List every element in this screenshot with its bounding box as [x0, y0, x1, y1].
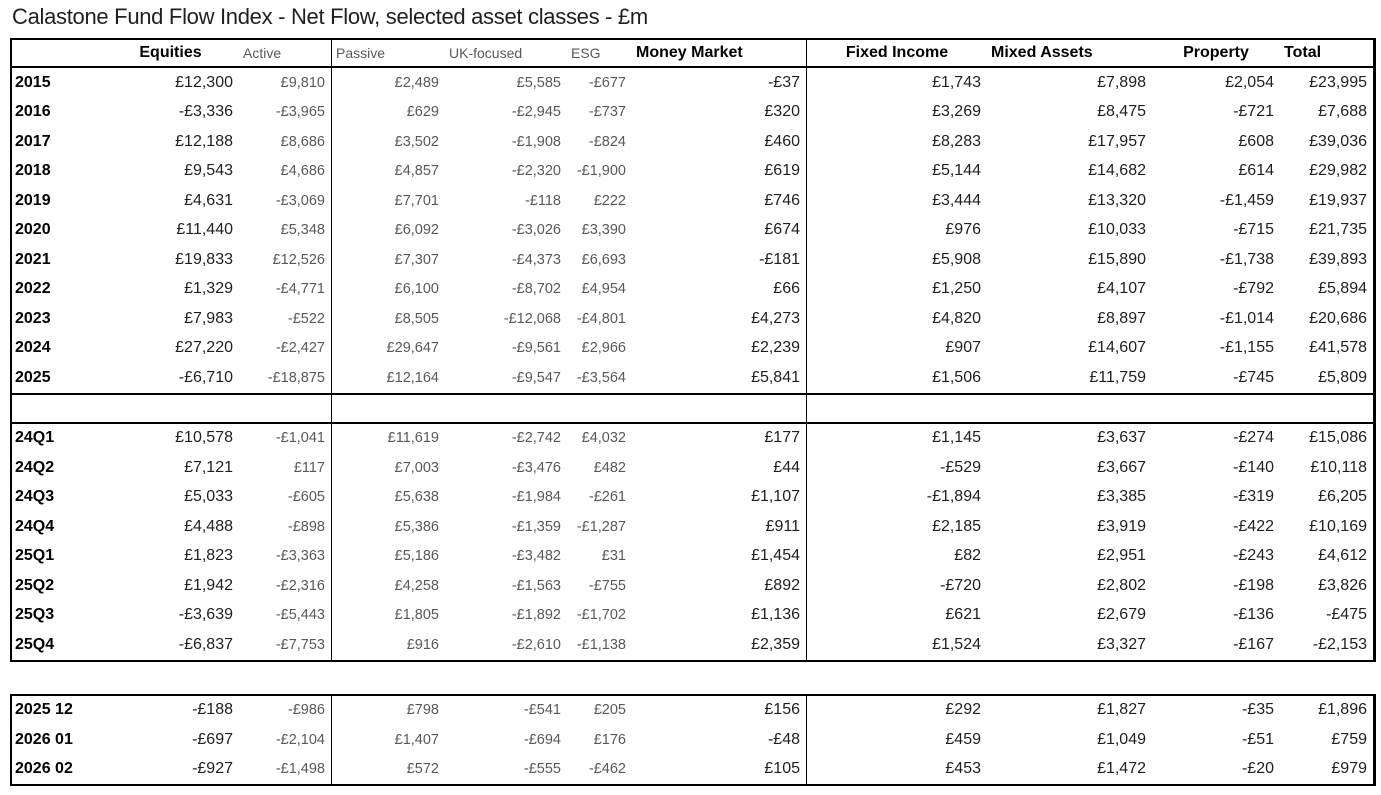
- cell-mixed-assets-25q1: £2,951: [1097, 547, 1146, 565]
- cell-property-2026-02: -£20: [1241, 760, 1274, 778]
- cell-money-market-2024: £2,239: [632, 334, 807, 364]
- cell-equities-2018: £9,543: [184, 162, 233, 180]
- cell-equities-25q2: £1,942: [184, 576, 233, 594]
- cell-passive-2025: £12,164: [386, 369, 439, 386]
- cell-equities-2024: £27,220: [175, 339, 233, 357]
- cell-fixed-income-2017: £8,283: [932, 132, 981, 150]
- cell-passive-2021: £7,307: [394, 251, 439, 268]
- spacer-cell: [632, 395, 807, 422]
- cell-active-24q2: £117: [239, 453, 332, 483]
- cell-uk-focused-2017: -£1,908: [511, 133, 561, 150]
- cell-passive-2017: £3,502: [394, 133, 439, 150]
- cell-total-24q2: £10,118: [1280, 453, 1374, 483]
- row-label-24q1: 24Q1: [15, 429, 55, 447]
- cell-esg-2026-01: £176: [593, 731, 626, 748]
- cell-active-2026-01: -£2,104: [239, 725, 332, 755]
- cell-esg-2023: -£4,801: [576, 310, 626, 327]
- row-label-2015: 2015: [15, 73, 51, 91]
- cell-total-2018: £29,982: [1280, 157, 1374, 187]
- cell-fixed-income-2025-12: £292: [945, 701, 981, 719]
- cell-passive-2026-01: £1,407: [394, 731, 439, 748]
- cell-equities-2025: -£6,710: [178, 368, 233, 386]
- row-label-2025: 2025: [15, 368, 51, 386]
- column-header-fixed-income: Fixed Income: [845, 44, 949, 61]
- cell-esg-2025-12: £205: [593, 702, 626, 719]
- row-label-2020: 2020: [15, 221, 51, 239]
- cell-esg-24q2: £482: [593, 459, 626, 476]
- row-label-25q3: 25Q3: [15, 606, 55, 624]
- cell-uk-focused-2020: -£3,026: [511, 222, 561, 239]
- cell-uk-focused-25q1: -£3,482: [511, 548, 561, 565]
- cell-property-24q1: -£274: [1233, 429, 1274, 447]
- cell-total-2019: £19,937: [1280, 186, 1374, 216]
- cell-property-25q3: -£136: [1233, 606, 1274, 624]
- table-row-2026-01: [12, 725, 1374, 755]
- cell-uk-focused-25q3: -£1,892: [511, 607, 561, 624]
- table-row-2025: [12, 363, 1374, 393]
- cell-passive-2016: £629: [406, 104, 439, 121]
- cell-property-2017: £608: [1238, 132, 1274, 150]
- row-label-2023: 2023: [15, 309, 51, 327]
- cell-fixed-income-2016: £3,269: [932, 103, 981, 121]
- cell-fixed-income-2026-02: £453: [945, 760, 981, 778]
- column-header-passive: Passive: [336, 45, 386, 61]
- table-row-2016: [12, 98, 1374, 128]
- cell-money-market-2025-12: £156: [632, 696, 807, 726]
- cell-passive-2019: £7,701: [394, 192, 439, 209]
- row-label-25q1: 25Q1: [15, 547, 55, 565]
- cell-esg-2021: £6,693: [581, 251, 626, 268]
- table-row-2023: [12, 304, 1374, 334]
- cell-esg-24q1: £4,032: [581, 430, 626, 447]
- table-row-24q4: [12, 512, 1374, 542]
- cell-active-2025-12: -£986: [239, 696, 332, 726]
- cell-passive-24q4: £5,386: [394, 518, 439, 535]
- cell-total-24q4: £10,169: [1280, 512, 1374, 542]
- cell-money-market-25q1: £1,454: [632, 542, 807, 572]
- spacer-cell: [239, 395, 332, 422]
- column-header-esg: ESG: [571, 45, 601, 61]
- cell-mixed-assets-24q3: £3,385: [1097, 488, 1146, 506]
- cell-active-2026-02: -£1,498: [239, 755, 332, 785]
- cell-mixed-assets-25q3: £2,679: [1097, 606, 1146, 624]
- spacer-row: [12, 395, 1374, 424]
- cell-money-market-2019: £746: [632, 186, 807, 216]
- cell-fixed-income-24q1: £1,145: [932, 429, 981, 447]
- cell-mixed-assets-2020: £10,033: [1088, 221, 1146, 239]
- column-header-property: Property: [1183, 44, 1249, 61]
- row-label-24q4: 24Q4: [15, 517, 55, 535]
- cell-money-market-24q3: £1,107: [632, 483, 807, 513]
- cell-active-2025: -£18,875: [239, 363, 332, 393]
- cell-uk-focused-24q2: -£3,476: [511, 459, 561, 476]
- table-row-2025-12: [12, 696, 1374, 726]
- cell-property-2025-12: -£35: [1241, 701, 1274, 719]
- cell-mixed-assets-2019: £13,320: [1088, 191, 1146, 209]
- cell-fixed-income-2022: £1,250: [932, 280, 981, 298]
- cell-esg-2020: £3,390: [581, 222, 626, 239]
- row-label-2019: 2019: [15, 191, 51, 209]
- cell-passive-2015: £2,489: [394, 74, 439, 91]
- cell-property-24q2: -£140: [1233, 458, 1274, 476]
- cell-property-2019: -£1,459: [1219, 191, 1274, 209]
- cell-total-2021: £39,893: [1280, 245, 1374, 275]
- cell-active-2019: -£3,069: [239, 186, 332, 216]
- cell-uk-focused-2019: -£118: [524, 192, 561, 209]
- cell-uk-focused-2024: -£9,561: [511, 340, 561, 357]
- cell-fixed-income-24q3: -£1,894: [926, 488, 981, 506]
- cell-fixed-income-2021: £5,908: [932, 250, 981, 268]
- cell-equities-2023: £7,983: [184, 309, 233, 327]
- cell-property-25q4: -£167: [1233, 635, 1274, 653]
- cell-fixed-income-2019: £3,444: [932, 191, 981, 209]
- cell-active-25q1: -£3,363: [239, 542, 332, 572]
- cell-esg-24q4: -£1,287: [576, 518, 626, 535]
- table-row-2026-02: [12, 755, 1374, 785]
- cell-mixed-assets-2015: £7,898: [1097, 73, 1146, 91]
- cell-esg-2017: -£824: [588, 133, 626, 150]
- cell-equities-2022: £1,329: [184, 280, 233, 298]
- cell-total-2024: £41,578: [1280, 334, 1374, 364]
- cell-property-2023: -£1,014: [1219, 309, 1274, 327]
- cell-equities-24q3: £5,033: [184, 488, 233, 506]
- cell-mixed-assets-2024: £14,607: [1088, 339, 1146, 357]
- column-header-money-market: Money Market: [632, 40, 807, 66]
- cell-total-2023: £20,686: [1280, 304, 1374, 334]
- table-row-2020: [12, 216, 1374, 246]
- cell-active-2024: -£2,427: [239, 334, 332, 364]
- cell-uk-focused-2025: -£9,547: [511, 369, 561, 386]
- cell-mixed-assets-2025: £11,759: [1089, 368, 1146, 386]
- cell-uk-focused-24q1: -£2,742: [511, 430, 561, 447]
- column-header-mixed-assets: Mixed Assets: [991, 44, 1093, 61]
- cell-property-2024: -£1,155: [1219, 339, 1274, 357]
- table-header-row: [12, 40, 1374, 68]
- cell-esg-2015: -£677: [588, 74, 626, 91]
- cell-passive-24q1: £11,619: [387, 430, 439, 447]
- cell-mixed-assets-24q2: £3,667: [1097, 458, 1146, 476]
- cell-total-2026-01: £759: [1280, 725, 1374, 755]
- cell-mixed-assets-2022: £4,107: [1097, 280, 1146, 298]
- cell-money-market-2023: £4,273: [632, 304, 807, 334]
- table-row-25q3: [12, 601, 1374, 631]
- spacer-cell: [1280, 395, 1374, 422]
- cell-fixed-income-24q4: £2,185: [932, 517, 981, 535]
- cell-equities-2021: £19,833: [175, 250, 233, 268]
- row-label-2022: 2022: [15, 280, 51, 298]
- cell-fixed-income-2026-01: £459: [945, 730, 981, 748]
- cell-money-market-2026-02: £105: [632, 755, 807, 785]
- cell-active-25q3: -£5,443: [239, 601, 332, 631]
- cell-fixed-income-2025: £1,506: [932, 368, 981, 386]
- cell-equities-2015: £12,300: [175, 73, 233, 91]
- table-row-24q2: [12, 453, 1374, 483]
- cell-esg-2018: -£1,900: [576, 163, 626, 180]
- cell-total-2022: £5,894: [1280, 275, 1374, 305]
- cell-esg-24q3: -£261: [588, 489, 626, 506]
- cell-uk-focused-2022: -£8,702: [511, 281, 561, 298]
- table-row-2015: [12, 68, 1374, 98]
- cell-fixed-income-25q2: -£720: [940, 576, 981, 594]
- table-row-25q2: [12, 571, 1374, 601]
- cell-passive-24q3: £5,638: [394, 489, 439, 506]
- row-label-2026-01: 2026 01: [15, 730, 73, 748]
- cell-total-2017: £39,036: [1280, 127, 1374, 157]
- cell-passive-2022: £6,100: [394, 281, 439, 298]
- cell-money-market-2018: £619: [632, 157, 807, 187]
- cell-mixed-assets-25q2: £2,802: [1097, 576, 1146, 594]
- cell-esg-2019: £222: [593, 192, 626, 209]
- cell-equities-25q3: -£3,639: [178, 606, 233, 624]
- spacer-cell: [445, 395, 567, 422]
- cell-passive-25q4: £916: [406, 636, 439, 653]
- cell-money-market-24q1: £177: [632, 424, 807, 454]
- cell-esg-25q4: -£1,138: [576, 636, 626, 653]
- table-row-2021: [12, 245, 1374, 275]
- cell-passive-25q1: £5,186: [394, 548, 439, 565]
- cell-active-2021: £12,526: [239, 245, 332, 275]
- cell-fixed-income-24q2: -£529: [940, 458, 981, 476]
- cell-property-2016: -£721: [1233, 103, 1274, 121]
- cell-equities-24q4: £4,488: [184, 517, 233, 535]
- cell-uk-focused-2015: £5,585: [516, 74, 561, 91]
- cell-fixed-income-2015: £1,743: [932, 73, 981, 91]
- row-label-2025-12: 2025 12: [15, 701, 73, 719]
- cell-total-24q1: £15,086: [1280, 424, 1374, 454]
- cell-fixed-income-2023: £4,820: [932, 309, 981, 327]
- cell-money-market-2025: £5,841: [632, 363, 807, 393]
- annual-section: [12, 68, 1374, 395]
- cell-total-2015: £23,995: [1280, 68, 1374, 98]
- cell-equities-24q2: £7,121: [184, 458, 233, 476]
- spacer-cell: [332, 395, 445, 422]
- cell-active-2018: £4,686: [239, 157, 332, 187]
- cell-uk-focused-24q3: -£1,984: [511, 489, 561, 506]
- quarterly-section: [12, 424, 1374, 660]
- table-row-2018: [12, 157, 1374, 187]
- table-row-2017: [12, 127, 1374, 157]
- cell-uk-focused-2025-12: -£541: [523, 702, 561, 719]
- cell-total-2026-02: £979: [1280, 755, 1374, 785]
- cell-money-market-2020: £674: [632, 216, 807, 246]
- cell-money-market-2026-01: -£48: [632, 725, 807, 755]
- cell-total-2025: £5,809: [1280, 363, 1374, 393]
- column-header-total: Total: [1280, 40, 1374, 66]
- cell-esg-25q3: -£1,702: [576, 607, 626, 624]
- cell-uk-focused-2018: -£2,320: [511, 163, 561, 180]
- table-row-24q1: [12, 424, 1374, 454]
- cell-passive-2023: £8,505: [394, 310, 439, 327]
- row-label-25q4: 25Q4: [15, 635, 55, 653]
- cell-mixed-assets-24q1: £3,637: [1097, 429, 1146, 447]
- row-label-2016: 2016: [15, 103, 51, 121]
- cell-fixed-income-25q4: £1,524: [932, 635, 981, 653]
- cell-total-25q3: -£475: [1280, 601, 1374, 631]
- cell-esg-25q2: -£755: [588, 577, 626, 594]
- page-title: Calastone Fund Flow Index - Net Flow, selected asset classes - £m: [12, 4, 648, 29]
- cell-total-2020: £21,735: [1280, 216, 1374, 246]
- cell-equities-2020: £11,440: [176, 221, 233, 239]
- cell-property-24q3: -£319: [1233, 488, 1274, 506]
- cell-active-24q3: -£605: [239, 483, 332, 513]
- cell-active-25q4: -£7,753: [239, 630, 332, 660]
- cell-fixed-income-2020: £976: [945, 221, 981, 239]
- cell-property-24q4: -£422: [1233, 517, 1274, 535]
- table-row-2022: [12, 275, 1374, 305]
- cell-uk-focused-2023: -£12,068: [503, 310, 561, 327]
- table-gap: [10, 662, 1376, 694]
- cell-mixed-assets-2025-12: £1,827: [1097, 701, 1146, 719]
- cell-active-2015: £9,810: [239, 68, 332, 98]
- cell-mixed-assets-2018: £14,682: [1088, 162, 1146, 180]
- cell-money-market-2022: £66: [632, 275, 807, 305]
- cell-active-2022: -£4,771: [239, 275, 332, 305]
- spacer-cell: [102, 395, 239, 422]
- cell-active-2023: -£522: [239, 304, 332, 334]
- cell-uk-focused-2026-01: -£694: [523, 731, 561, 748]
- row-label-24q2: 24Q2: [15, 458, 55, 476]
- cell-passive-2024: £29,647: [386, 340, 439, 357]
- cell-passive-24q2: £7,003: [394, 459, 439, 476]
- cell-total-25q2: £3,826: [1280, 571, 1374, 601]
- spacer-cell: [12, 395, 102, 422]
- main-table-block: [10, 38, 1376, 662]
- row-label-25q2: 25Q2: [15, 576, 55, 594]
- cell-passive-2020: £6,092: [394, 222, 439, 239]
- cell-esg-2016: -£737: [588, 104, 626, 121]
- table-row-2019: [12, 186, 1374, 216]
- row-label-2026-02: 2026 02: [15, 760, 73, 778]
- cell-active-2016: -£3,965: [239, 98, 332, 128]
- cell-property-2020: -£715: [1233, 221, 1274, 239]
- cell-esg-2024: £2,966: [581, 340, 626, 357]
- cell-active-2017: £8,686: [239, 127, 332, 157]
- spacer-cell: [807, 395, 987, 422]
- cell-property-2015: £2,054: [1225, 73, 1274, 91]
- cell-total-24q3: £6,205: [1280, 483, 1374, 513]
- cell-esg-2022: £4,954: [581, 281, 626, 298]
- cell-money-market-24q4: £911: [632, 512, 807, 542]
- cell-passive-25q3: £1,805: [394, 607, 439, 624]
- cell-passive-2025-12: £798: [406, 702, 439, 719]
- row-label-2024: 2024: [15, 339, 51, 357]
- cell-equities-2016: -£3,336: [178, 103, 233, 121]
- spacer-cell: [1152, 395, 1280, 422]
- cell-money-market-24q2: £44: [632, 453, 807, 483]
- cell-money-market-2021: -£181: [632, 245, 807, 275]
- cell-passive-2018: £4,857: [394, 163, 439, 180]
- cell-uk-focused-25q2: -£1,563: [511, 577, 561, 594]
- cell-esg-2026-02: -£462: [588, 761, 626, 778]
- cell-mixed-assets-2023: £8,897: [1097, 309, 1146, 327]
- cell-property-25q1: -£243: [1233, 547, 1274, 565]
- cell-property-25q2: -£198: [1233, 576, 1274, 594]
- cell-active-24q1: -£1,041: [239, 424, 332, 454]
- cell-equities-24q1: £10,578: [175, 429, 233, 447]
- cell-uk-focused-2021: -£4,373: [511, 251, 561, 268]
- cell-uk-focused-2016: -£2,945: [511, 104, 561, 121]
- cell-fixed-income-2018: £5,144: [932, 162, 981, 180]
- cell-uk-focused-25q4: -£2,610: [511, 636, 561, 653]
- cell-esg-25q1: £31: [601, 548, 626, 565]
- header-corner-cell: [12, 40, 102, 66]
- cell-mixed-assets-2016: £8,475: [1097, 103, 1146, 121]
- column-header-uk-focused: UK-focused: [449, 45, 523, 61]
- cell-money-market-2016: £320: [632, 98, 807, 128]
- cell-money-market-25q4: £2,359: [632, 630, 807, 660]
- table-row-24q3: [12, 483, 1374, 513]
- row-label-2021: 2021: [15, 250, 51, 268]
- cell-passive-2026-02: £572: [406, 761, 439, 778]
- cell-property-2022: -£792: [1233, 280, 1274, 298]
- monthly-section: [12, 696, 1374, 785]
- cell-property-2026-01: -£51: [1241, 730, 1274, 748]
- cell-equities-25q4: -£6,837: [178, 635, 233, 653]
- cell-money-market-2017: £460: [632, 127, 807, 157]
- cell-uk-focused-2026-02: -£555: [523, 761, 561, 778]
- spacer-cell: [987, 395, 1152, 422]
- cell-uk-focused-24q4: -£1,359: [511, 518, 561, 535]
- table-row-25q1: [12, 542, 1374, 572]
- cell-equities-2019: £4,631: [184, 191, 233, 209]
- cell-equities-2026-01: -£697: [192, 730, 233, 748]
- cell-mixed-assets-2017: £17,957: [1088, 132, 1146, 150]
- spacer-cell: [567, 395, 632, 422]
- table-row-25q4: [12, 630, 1374, 660]
- cell-property-2025: -£745: [1233, 368, 1274, 386]
- cell-mixed-assets-25q4: £3,327: [1097, 635, 1146, 653]
- row-label-2018: 2018: [15, 162, 51, 180]
- cell-total-2016: £7,688: [1280, 98, 1374, 128]
- cell-money-market-2015: -£37: [632, 68, 807, 98]
- cell-money-market-25q2: £892: [632, 571, 807, 601]
- cell-mixed-assets-2021: £15,890: [1088, 250, 1146, 268]
- cell-equities-2025-12: -£188: [192, 701, 233, 719]
- cell-property-2021: -£1,738: [1219, 250, 1274, 268]
- cell-fixed-income-25q1: £82: [954, 547, 981, 565]
- cell-esg-2025: -£3,564: [576, 369, 626, 386]
- cell-active-24q4: -£898: [239, 512, 332, 542]
- cell-money-market-25q3: £1,136: [632, 601, 807, 631]
- cell-active-2020: £5,348: [239, 216, 332, 246]
- monthly-table-block: [10, 694, 1376, 787]
- cell-equities-2017: £12,188: [175, 132, 233, 150]
- cell-equities-2026-02: -£927: [192, 760, 233, 778]
- cell-total-25q1: £4,612: [1280, 542, 1374, 572]
- fund-flow-table: [10, 38, 1376, 786]
- cell-equities-25q1: £1,823: [184, 547, 233, 565]
- column-header-equities: Equities: [139, 44, 202, 61]
- cell-fixed-income-25q3: £621: [945, 606, 981, 624]
- cell-mixed-assets-24q4: £3,919: [1097, 517, 1146, 535]
- cell-mixed-assets-2026-02: £1,472: [1097, 760, 1146, 778]
- cell-total-2025-12: £1,896: [1280, 696, 1374, 726]
- column-header-active: Active: [239, 40, 332, 66]
- row-label-24q3: 24Q3: [15, 488, 55, 506]
- table-row-2024: [12, 334, 1374, 364]
- cell-fixed-income-2024: £907: [945, 339, 981, 357]
- cell-property-2018: £614: [1238, 162, 1274, 180]
- cell-mixed-assets-2026-01: £1,049: [1097, 730, 1146, 748]
- row-label-2017: 2017: [15, 132, 51, 150]
- cell-passive-25q2: £4,258: [394, 577, 439, 594]
- cell-total-25q4: -£2,153: [1280, 630, 1374, 660]
- cell-active-25q2: -£2,316: [239, 571, 332, 601]
